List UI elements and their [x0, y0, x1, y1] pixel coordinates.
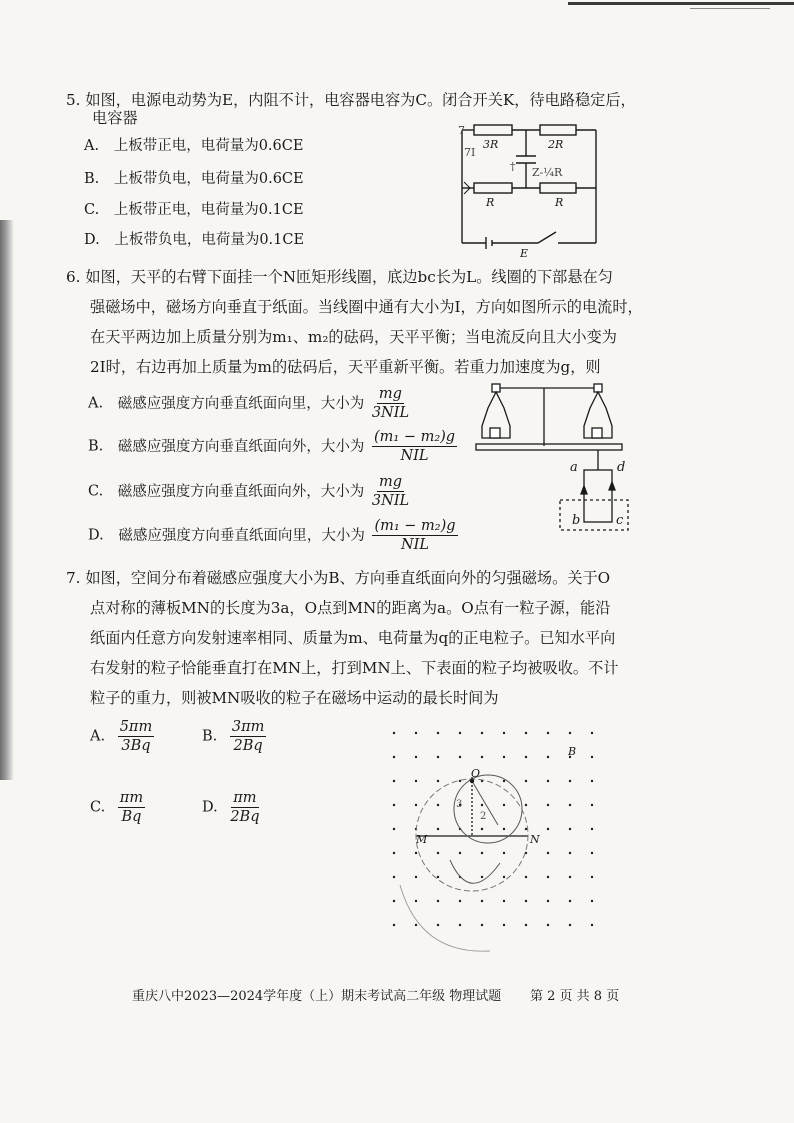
field-dot	[547, 756, 549, 758]
field-dot	[481, 804, 483, 806]
q5-stem-line-2: 电容器	[92, 109, 138, 127]
handwriting-mark-5: 3	[456, 799, 463, 810]
coil	[584, 470, 612, 522]
current-arrow-up	[609, 482, 615, 490]
field-dot	[591, 852, 593, 854]
field-dot	[393, 828, 395, 830]
handwriting-mark-1: 7	[458, 124, 465, 137]
label-2r: 2R	[548, 138, 564, 151]
footer-exam-title: 重庆八中2023—2024学年度（上）期末考试高二年级 物理试题	[132, 989, 502, 1004]
field-dot	[525, 804, 527, 806]
scan-top-line	[568, 2, 794, 5]
field-dot	[503, 780, 505, 782]
q7-magnetic-field-diagram	[380, 715, 620, 975]
q5-option-a[interactable]	[84, 135, 303, 157]
q6-option-b[interactable]	[88, 428, 460, 465]
field-dot	[547, 924, 549, 926]
q5-option-d-letter: D.	[84, 232, 100, 248]
field-dot	[415, 756, 417, 758]
field-dot	[547, 780, 549, 782]
field-dot	[437, 732, 439, 734]
field-dot	[525, 900, 527, 902]
footer-page-number: 第 2 页 共 8 页	[530, 989, 620, 1004]
field-dot	[525, 756, 527, 758]
field-dot	[481, 876, 483, 878]
field-dot	[437, 900, 439, 902]
q6-option-d-denominator: NIL	[400, 537, 429, 553]
handwriting-mark-3: Z-¼R	[532, 166, 563, 179]
field-dot	[525, 924, 527, 926]
label-3r: 3R	[483, 138, 499, 151]
field-dot	[437, 756, 439, 758]
q7-stem-line-4: 右发射的粒子恰能垂直打在MN上，打到MN上、下表面的粒子均被吸收。不计	[90, 659, 619, 677]
field-dot	[525, 732, 527, 734]
q6-balance-diagram	[474, 378, 634, 538]
q5-option-c[interactable]	[84, 199, 304, 221]
q7-option-d-denominator: 2Bq	[230, 809, 260, 825]
field-dot	[393, 780, 395, 782]
field-dot	[503, 804, 505, 806]
field-dot	[569, 804, 571, 806]
field-dot	[459, 732, 461, 734]
field-dot	[591, 732, 593, 734]
field-dot	[459, 852, 461, 854]
label-r-right: R	[555, 196, 564, 209]
q6-stem-line-4: 2I时，右边再加上质量为m的砝码后，天平重新平衡。若重力加速度为g，则	[90, 358, 601, 376]
field-dot	[415, 780, 417, 782]
q6-option-b-denominator: NIL	[400, 448, 429, 464]
q5-option-b[interactable]	[84, 168, 304, 190]
field-dot	[547, 852, 549, 854]
field-dot	[459, 924, 461, 926]
q5-stem-line-1: 5. 如图，电源电动势为E，内阻不计，电容器电容为C。闭合开关K，待电路稳定后，	[66, 91, 636, 109]
field-dot	[591, 780, 593, 782]
q7-option-d[interactable]	[202, 789, 263, 826]
q7-option-c-numerator: πm	[119, 790, 144, 806]
q6-option-c-text: 磁感应强度方向垂直纸面向外，大小为	[117, 483, 365, 500]
q6-option-d-letter: D.	[88, 527, 104, 544]
q6-option-b-text: 磁感应强度方向垂直纸面向外，大小为	[117, 438, 365, 455]
field-dot	[481, 732, 483, 734]
q6-option-b-letter: B.	[88, 438, 104, 455]
scan-binding-shadow	[0, 220, 14, 780]
field-dot	[591, 900, 593, 902]
q7-option-b-letter: B.	[202, 728, 218, 745]
field-dot	[591, 756, 593, 758]
field-dot	[481, 756, 483, 758]
q7-option-a[interactable]	[90, 718, 157, 755]
q5-option-a-text: 上板带正电，电荷量为0.6CE	[113, 138, 304, 154]
resistor-2r	[540, 125, 576, 135]
field-dot	[437, 780, 439, 782]
field-dot	[569, 876, 571, 878]
q6-option-d[interactable]	[88, 517, 461, 554]
q7-option-b-denominator: 2Bq	[233, 738, 263, 754]
q5-option-c-letter: C.	[84, 202, 100, 218]
field-dot	[547, 732, 549, 734]
field-dot	[437, 924, 439, 926]
field-dot	[437, 852, 439, 854]
field-dot	[459, 756, 461, 758]
q7-option-c-letter: C.	[90, 799, 106, 816]
field-dot	[503, 900, 505, 902]
q7-option-b-fraction	[230, 718, 267, 755]
field-dot	[569, 828, 571, 830]
scan-top-line-thin	[690, 8, 770, 9]
q7-stem-line-2: 点对称的薄板MN的长度为3a，O点到MN的距离为a。O点有一粒子源，能沿	[90, 599, 611, 617]
field-dot	[503, 924, 505, 926]
label-n: N	[530, 833, 540, 846]
field-dot	[393, 900, 395, 902]
hand-drawn-arc	[450, 860, 500, 883]
field-dot	[415, 876, 417, 878]
q7-option-b-numerator: 3πm	[231, 719, 265, 735]
field-dot	[503, 876, 505, 878]
field-dot	[437, 828, 439, 830]
field-dot	[547, 876, 549, 878]
field-dot	[393, 924, 395, 926]
field-dot	[591, 876, 593, 878]
field-dot	[393, 756, 395, 758]
right-weight	[592, 428, 602, 438]
label-c: c	[616, 513, 624, 528]
q6-stem-line-3: 在天平两边加上质量分别为m₁、m₂的砝码，天平平衡；当电流反向且大小变为	[90, 328, 617, 346]
field-dot	[481, 828, 483, 830]
q7-option-c-fraction	[118, 789, 145, 826]
q5-option-b-letter: B.	[84, 171, 100, 187]
q7-option-a-fraction	[118, 718, 155, 755]
q6-stem-line-1: 6. 如图，天平的右臂下面挂一个N匝矩形线圈，底边bc长为L。线圈的下部悬在匀	[66, 268, 613, 286]
q7-option-c-denominator: Bq	[121, 809, 142, 825]
field-dot	[393, 804, 395, 806]
label-a: a	[570, 460, 578, 475]
q6-option-a-numerator: mg	[378, 386, 402, 402]
field-dot	[569, 780, 571, 782]
label-d: d	[617, 460, 626, 475]
q6-option-a[interactable]	[88, 385, 412, 422]
q7-option-a-denominator: 3Bq	[121, 738, 151, 754]
field-dot	[481, 852, 483, 854]
field-dot	[547, 828, 549, 830]
q6-option-a-text: 磁感应强度方向垂直纸面向里，大小为	[117, 395, 365, 412]
q6-option-a-letter: A.	[88, 395, 104, 412]
q6-option-a-denominator: 3NIL	[371, 405, 410, 421]
field-dot	[525, 780, 527, 782]
field-dot	[393, 852, 395, 854]
resistor-3r	[474, 125, 512, 135]
field-dot	[415, 924, 417, 926]
handwriting-mark-4: †	[510, 160, 516, 173]
q6-option-c-denominator: 3NIL	[371, 493, 410, 509]
current-arrow-down	[581, 486, 587, 494]
label-o: O	[471, 767, 481, 780]
q7-option-d-letter: D.	[202, 799, 218, 816]
field-dot	[415, 804, 417, 806]
label-b: B	[568, 745, 577, 758]
field-dot	[591, 924, 593, 926]
faint-arc	[400, 885, 490, 951]
field-dot	[393, 732, 395, 734]
label-b: b	[572, 513, 581, 528]
field-dot	[437, 876, 439, 878]
field-dot	[459, 900, 461, 902]
q5-circuit-diagram	[452, 120, 602, 260]
balance-base	[476, 444, 622, 450]
field-dot	[415, 732, 417, 734]
q6-stem-line-2: 强磁场中，磁场方向垂直于纸面。当线圈中通有大小为I，方向如图所示的电流时，	[90, 298, 643, 316]
field-dot	[481, 924, 483, 926]
q6-option-c-fraction	[372, 473, 409, 510]
field-dot	[591, 804, 593, 806]
field-dot	[503, 756, 505, 758]
field-dot	[393, 876, 395, 878]
field-dot	[503, 852, 505, 854]
handwriting-mark-6: 2	[480, 811, 487, 822]
q7-option-c[interactable]	[90, 789, 148, 826]
q5-option-a-letter: A.	[84, 138, 100, 154]
field-dot	[547, 900, 549, 902]
q5-option-c-text: 上板带正电，电荷量为0.1CE	[113, 202, 304, 218]
label-e: E	[520, 247, 529, 260]
field-dot	[415, 852, 417, 854]
q7-stem-line-5: 粒子的重力，则被MN吸收的粒子在磁场中运动的最长时间为	[90, 689, 499, 707]
q6-option-c-letter: C.	[88, 483, 104, 500]
q7-option-d-fraction	[230, 789, 259, 826]
q6-option-d-fraction	[372, 517, 457, 554]
field-dot	[525, 828, 527, 830]
left-weight	[490, 428, 500, 438]
field-dot	[569, 732, 571, 734]
field-dot	[569, 852, 571, 854]
q7-option-b[interactable]	[202, 718, 269, 755]
switch-k	[538, 232, 556, 243]
q6-option-b-fraction	[372, 428, 457, 465]
q6-option-d-text: 磁感应强度方向垂直纸面向里，大小为	[118, 527, 365, 544]
q6-option-b-numerator: (m₁ − m₂)g	[373, 429, 456, 445]
field-dot	[481, 900, 483, 902]
resistor-r-right	[540, 183, 576, 193]
field-dot	[415, 900, 417, 902]
resistor-r-left	[474, 183, 512, 193]
field-dot	[525, 876, 527, 878]
q6-option-c[interactable]	[88, 473, 412, 510]
q5-option-d[interactable]	[84, 229, 304, 251]
q5-option-d-text: 上板带负电，电荷量为0.1CE	[114, 232, 305, 248]
field-dot	[503, 828, 505, 830]
q7-option-a-numerator: 5πm	[119, 719, 153, 735]
handwriting-mark-2: 7I	[464, 146, 476, 159]
q5-option-b-text: 上板带负电，电荷量为0.6CE	[113, 171, 304, 187]
q7-option-a-letter: A.	[90, 728, 106, 745]
field-dot	[569, 900, 571, 902]
field-dot	[503, 732, 505, 734]
field-dot	[437, 804, 439, 806]
field-dot	[547, 804, 549, 806]
q6-option-c-numerator: mg	[379, 474, 403, 490]
q7-stem-line-1: 7. 如图，空间分布着磁感应强度大小为B、方向垂直纸面向外的匀强磁场。关于O	[66, 569, 611, 587]
field-dots	[393, 732, 593, 926]
field-dot	[591, 828, 593, 830]
field-dot	[569, 924, 571, 926]
q7-stem-line-3: 纸面内任意方向发射速率相同、质量为m、电荷量为q的正电粒子。已知水平向	[90, 629, 616, 647]
label-r-left: R	[486, 196, 495, 209]
label-m: M	[416, 833, 428, 846]
q7-option-d-numerator: πm	[233, 790, 257, 806]
q6-option-a-fraction	[372, 385, 409, 422]
q6-option-d-numerator: (m₁ − m₂)g	[374, 518, 456, 534]
